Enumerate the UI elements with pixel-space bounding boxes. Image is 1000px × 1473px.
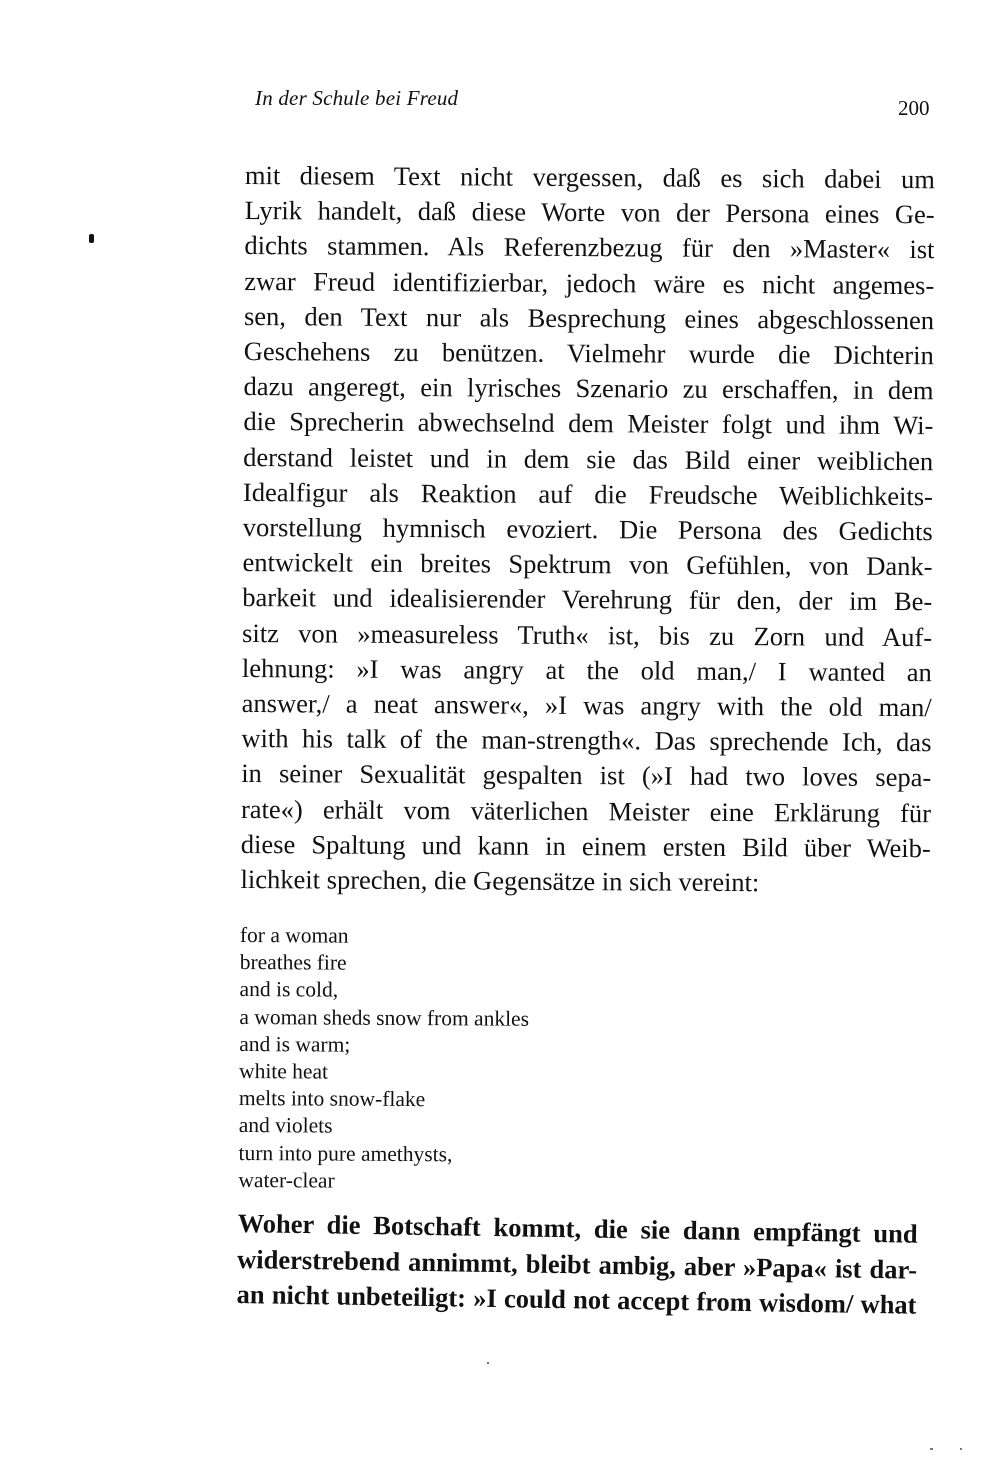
poem-line: breathes fire xyxy=(239,950,347,975)
text-line: an nicht unbeteiligt: »I could not accept from wisdom/ what xyxy=(236,1278,917,1320)
text-line: diese Spaltung und kann in einem ersten Bild über Weib- xyxy=(240,828,931,864)
scan-speck xyxy=(930,1448,933,1450)
text-line: in seiner Sexualität gespalten ist (»I had two loves sepa- xyxy=(241,758,932,793)
scan-speck xyxy=(487,1362,489,1364)
text-line: Woher die Botschaft kommt, die sie dann empfängt und xyxy=(237,1207,918,1249)
text-line: derstand leistet und in dem sie das Bild einer weiblichen xyxy=(243,441,934,476)
text-line: sitz von »measureless Truth« ist, bis zu Zorn und Auf- xyxy=(242,617,933,652)
poem-line: white heat xyxy=(239,1059,329,1084)
text-line: lichkeit sprechen, die Gegensätze in sich vereint: xyxy=(240,864,760,898)
poem-line: melts into snow-flake xyxy=(238,1086,426,1112)
poem-line: and is cold, xyxy=(239,977,339,1003)
poem-line: and violets xyxy=(238,1113,333,1138)
poem-line: a woman sheds snow from ankles xyxy=(239,1004,530,1031)
body-paragraph xyxy=(240,158,935,901)
text-line: Geschehens zu benützen. Vielmehr wurde die Dichterin xyxy=(243,336,934,371)
text-line: mit diesem Text nicht vergessen, daß es sich dabei um xyxy=(244,159,935,195)
poem-line: turn into pure amethysts, xyxy=(238,1140,453,1166)
text-line: dichts stammen. Als Referenzbezug für den »Master« ist xyxy=(244,230,935,265)
text-line: Idealfigur als Reaktion auf die Freudsche Weiblichkeits- xyxy=(242,476,934,512)
text-line: widerstrebend annimmt, bleibt ambig, aber »Papa« ist dar- xyxy=(236,1243,918,1285)
text-line: with his talk of the man-strength«. Das sprechende Ich, das xyxy=(241,723,932,758)
poem-quotation xyxy=(238,922,529,1196)
page-number: 200 xyxy=(898,96,930,120)
text-line: lehnung: »I was angry at the old man,/ I wanted an xyxy=(241,652,932,688)
closing-paragraph xyxy=(236,1206,918,1323)
text-line: vorstellung hymnisch evoziert. Die Persona des Gedichts xyxy=(242,512,933,547)
scan-speck xyxy=(960,1448,962,1450)
text-line: die Sprecherin abwechselnd dem Meister folgt und ihm Wi- xyxy=(243,406,934,441)
text-line: zwar Freud identifizierbar, jedoch wäre es nicht angemes- xyxy=(244,265,935,300)
margin-mark xyxy=(89,234,94,243)
text-line: barkeit und idealisierender Verehrung für den, der im Be- xyxy=(242,582,933,617)
poem-line: and is warm; xyxy=(239,1031,351,1057)
text-line: rate«) erhält vom väterlichen Meister eine Erklärung für xyxy=(240,793,932,828)
text-line: dazu angeregt, ein lyrisches Szenario zu erschaffen, in dem xyxy=(243,371,934,406)
poem-line: for a woman xyxy=(239,923,349,948)
text-line: sen, den Text nur als Besprechung eines abgeschlossenen xyxy=(243,300,935,336)
text-line: answer,/ a neat answer«, »I was angry with the old man/ xyxy=(241,688,932,723)
poem-line: water-clear xyxy=(238,1167,335,1193)
text-line: entwickelt ein breites Spektrum von Gefühlen, von Dank- xyxy=(242,547,933,582)
text-line: Lyrik handelt, daß diese Worte von der Persona eines Ge- xyxy=(244,195,935,230)
running-title: In der Schule bei Freud xyxy=(255,86,459,110)
